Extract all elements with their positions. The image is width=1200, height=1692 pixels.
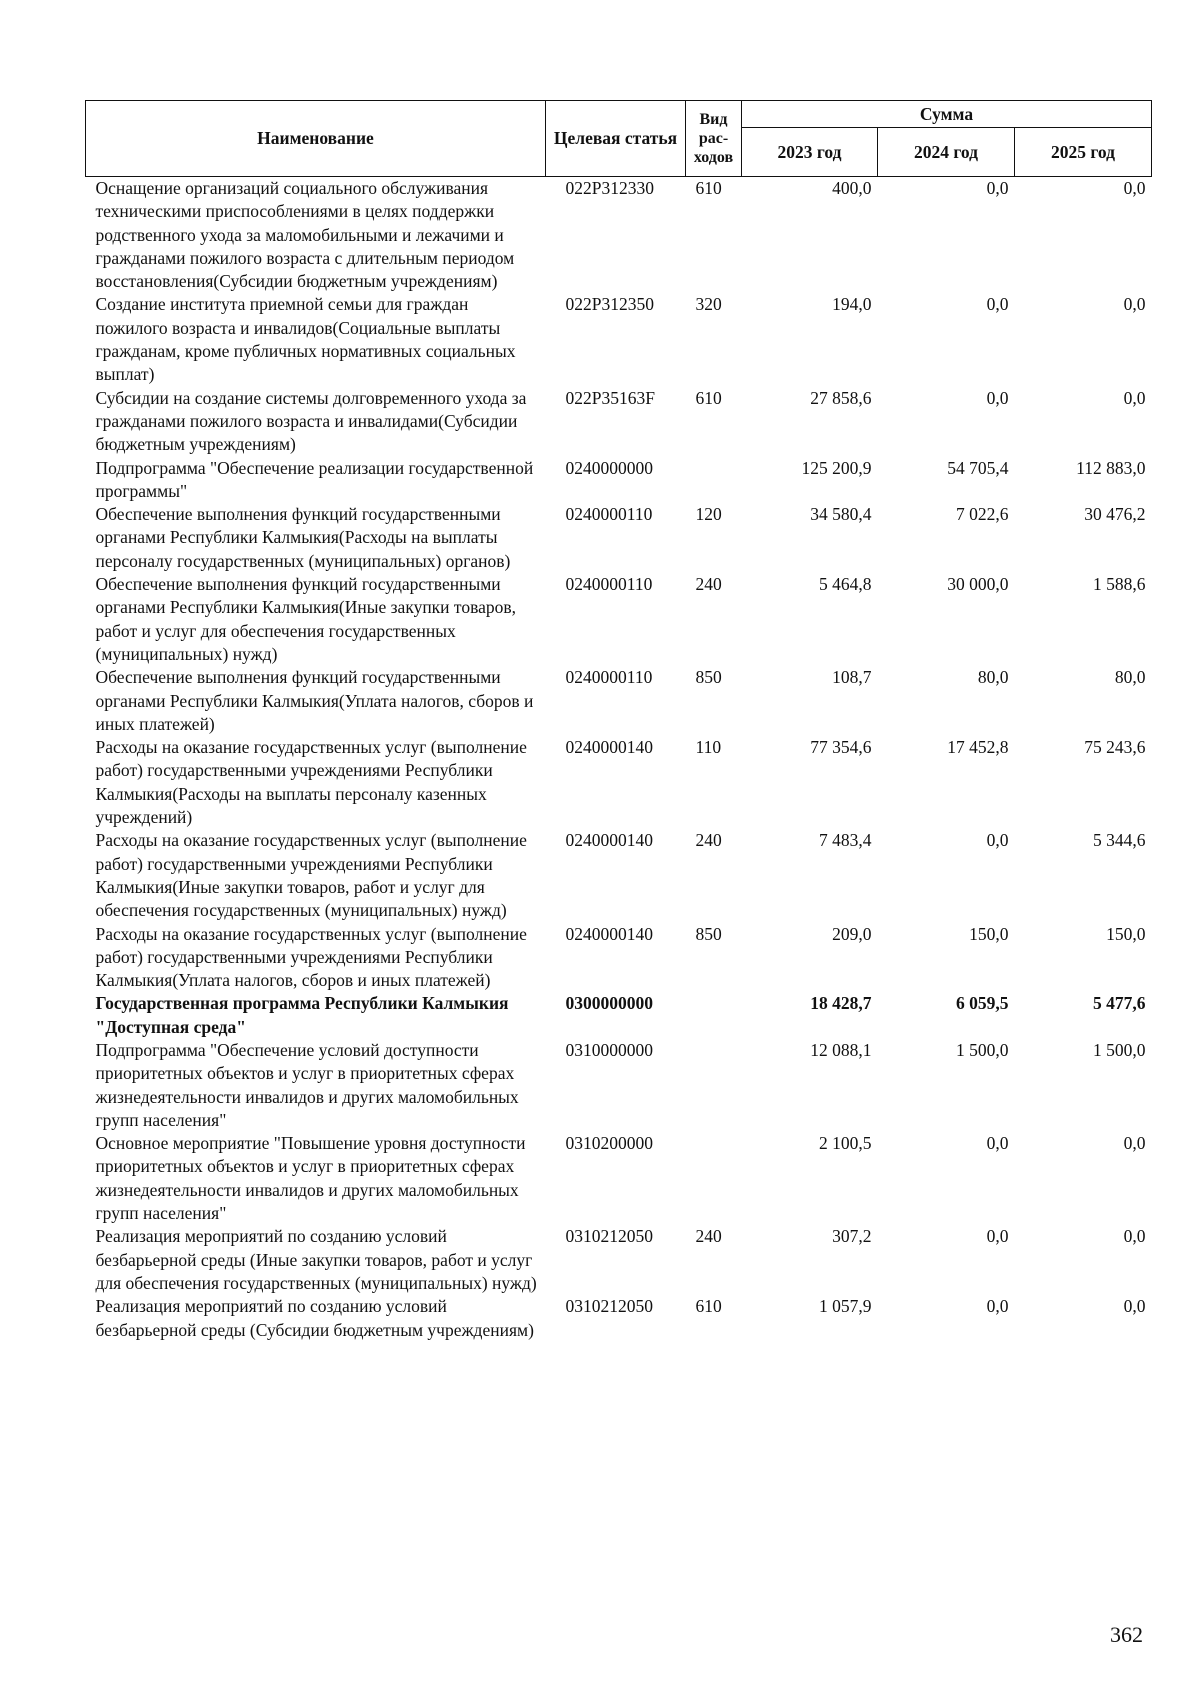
row-vid	[686, 992, 742, 1039]
row-code: 022P312350	[565, 294, 654, 315]
row-name: Государственная программа Республики Калмыкия "Доступная среда"	[95, 993, 509, 1037]
row-code: 0300000000	[565, 993, 653, 1014]
row-vid	[686, 457, 742, 504]
row-name: Реализация мероприятий по созданию условий безбарьерной среды (Иные закупки товаров, работ и услуг для обеспечения государственных (муниципальных) нужд)	[95, 1226, 537, 1293]
table-row	[86, 503, 1152, 573]
row-vid: 320	[695, 294, 722, 315]
row-name: Реализация мероприятий по созданию условий безбарьерной среды (Субсидии бюджетным учреждениям)	[95, 1296, 534, 1340]
row-value-2023: 5 464,8	[819, 574, 872, 595]
row-code: 0240000140	[565, 830, 653, 851]
row-value-2023: 77 354,6	[810, 737, 872, 758]
table-row	[86, 1225, 1152, 1295]
row-code: 0310212050	[565, 1296, 653, 1317]
header-year-2025: 2025 год	[1015, 128, 1152, 177]
row-value-2025: 0,0	[1123, 1133, 1146, 1154]
row-vid	[686, 1132, 742, 1225]
table-row	[86, 1295, 1152, 1342]
row-value-2024: 0,0	[986, 178, 1009, 198]
row-value-2023: 12 088,1	[810, 1039, 872, 1060]
row-vid: 610	[695, 1296, 722, 1317]
row-value-2023: 7 483,4	[819, 830, 872, 851]
row-value-2023: 2 100,5	[819, 1133, 872, 1154]
row-vid: 120	[695, 504, 722, 525]
row-value-2025: 1 500,0	[1093, 1039, 1146, 1060]
row-value-2023: 18 428,7	[810, 993, 872, 1014]
row-value-2023: 194,0	[832, 294, 872, 315]
table-row	[86, 177, 1152, 294]
row-name: Оснащение организаций социального обслуживания техническими приспособлениями в целях поддержки родственного ухода за маломобильными и лежачими и гражданами пожилого возраста с длительным периодом восстановления(Субсидии бюджетным учреждениям)	[95, 178, 515, 292]
row-value-2024: 0,0	[986, 294, 1009, 315]
row-value-2025: 1 588,6	[1093, 574, 1146, 595]
row-name: Расходы на оказание государственных услуг (выполнение работ) государственными учреждениями Республики Калмыкия(Уплата налогов, сборов и иных платежей)	[95, 923, 527, 991]
row-value-2024: 80,0	[977, 667, 1009, 688]
row-vid: 110	[695, 737, 722, 758]
row-value-2024: 150,0	[969, 923, 1009, 944]
row-value-2024: 54 705,4	[947, 457, 1009, 478]
row-name: Субсидии на создание системы долговременного ухода за гражданами пожилого возраста и инвалидами(Субсидии бюджетным учреждениям)	[95, 387, 527, 455]
row-value-2024: 6 059,5	[956, 993, 1009, 1014]
table-row	[86, 1132, 1152, 1225]
header-vid: Вид рас-ходов	[686, 101, 742, 177]
row-value-2023: 27 858,6	[810, 387, 872, 408]
page-number: 362	[1110, 1622, 1143, 1647]
table-row	[86, 293, 1152, 386]
row-value-2024: 0,0	[986, 1226, 1009, 1247]
row-name: Расходы на оказание государственных услуг (выполнение работ) государственными учреждениями Республики Калмыкия(Расходы на выплаты персоналу казенных учреждений)	[95, 737, 527, 828]
row-vid	[686, 1039, 742, 1132]
row-name: Создание института приемной семьи для граждан пожилого возраста и инвалидов(Социальные выплаты гражданам, кроме публичных нормативных социальных выплат)	[95, 294, 516, 385]
row-value-2025: 5 344,6	[1093, 830, 1146, 851]
row-code: 0240000110	[565, 667, 653, 688]
row-vid: 240	[695, 574, 722, 595]
table-row	[86, 736, 1152, 829]
budget-table	[85, 100, 1152, 1342]
row-value-2025: 75 243,6	[1084, 737, 1146, 758]
row-value-2025: 80,0	[1114, 667, 1146, 688]
table-row	[86, 829, 1152, 922]
row-vid: 240	[695, 1226, 722, 1247]
table-row	[86, 666, 1152, 736]
table-row	[86, 992, 1152, 1039]
row-name: Подпрограмма "Обеспечение реализации государственной программы"	[95, 457, 534, 501]
row-code: 0310200000	[565, 1133, 653, 1154]
row-value-2025: 30 476,2	[1084, 504, 1146, 525]
row-code: 0240000000	[565, 457, 653, 478]
row-value-2025: 0,0	[1123, 1226, 1146, 1247]
row-code: 0240000110	[565, 504, 653, 525]
row-name: Обеспечение выполнения функций государственными органами Республики Калмыкия(Уплата налогов, сборов и иных платежей)	[95, 667, 534, 734]
row-code: 0240000140	[565, 923, 653, 944]
row-vid: 240	[695, 830, 722, 851]
table-row	[86, 387, 1152, 457]
row-value-2024: 1 500,0	[956, 1039, 1009, 1060]
table-body	[86, 177, 1152, 1342]
row-value-2024: 0,0	[986, 830, 1009, 851]
table-row	[86, 573, 1152, 666]
row-code: 022P312330	[565, 178, 654, 198]
row-name: Расходы на оказание государственных услуг (выполнение работ) государственными учреждениями Республики Калмыкия(Иные закупки товаров, работ и услуг для обеспечения государственных (муниципальных) нужд)	[95, 830, 527, 921]
header-year-2024: 2024 год	[878, 128, 1015, 177]
table-row	[86, 923, 1152, 993]
row-vid: 610	[695, 178, 722, 198]
row-code: 0240000110	[565, 574, 653, 595]
header-sum: Сумма	[742, 101, 1152, 128]
table-row	[86, 457, 1152, 504]
row-code: 0310212050	[565, 1226, 653, 1247]
row-name: Обеспечение выполнения функций государственными органами Республики Калмыкия(Иные закупки товаров, работ и услуг для обеспечения государственных (муниципальных) нужд)	[95, 574, 517, 664]
row-vid: 610	[695, 387, 722, 408]
table-header	[86, 101, 1152, 177]
header-year-2023: 2023 год	[742, 128, 878, 177]
table-row	[86, 1039, 1152, 1132]
row-value-2023: 307,2	[832, 1226, 872, 1247]
row-value-2024: 7 022,6	[956, 504, 1009, 525]
row-vid: 850	[695, 923, 722, 944]
row-value-2025: 0,0	[1123, 178, 1146, 198]
row-value-2023: 209,0	[832, 923, 872, 944]
row-value-2024: 30 000,0	[947, 574, 1009, 595]
row-code: 0240000140	[565, 737, 653, 758]
row-name: Обеспечение выполнения функций государственными органами Республики Калмыкия(Расходы на выплаты персоналу государственных (муниципальных) органов)	[95, 504, 511, 571]
row-value-2025: 112 883,0	[1076, 457, 1146, 478]
row-value-2023: 1 057,9	[819, 1296, 872, 1317]
row-value-2024: 0,0	[986, 1133, 1009, 1154]
row-value-2024: 0,0	[986, 1296, 1009, 1317]
row-code: 022P35163F	[565, 387, 655, 408]
row-value-2023: 108,7	[832, 667, 872, 688]
row-code: 0310000000	[565, 1039, 653, 1060]
row-value-2024: 0,0	[986, 387, 1009, 408]
row-value-2025: 0,0	[1123, 294, 1146, 315]
row-name: Основное мероприятие "Повышение уровня доступности приоритетных объектов и услуг в приоритетных сферах жизнедеятельности инвалидов и других маломобильных групп населения"	[95, 1133, 526, 1224]
row-value-2025: 0,0	[1123, 1296, 1146, 1317]
header-code: Целевая статья	[546, 101, 686, 177]
row-name: Подпрограмма "Обеспечение условий доступности приоритетных объектов и услуг в приоритетных сферах жизнедеятельности инвалидов и других маломобильных групп населения"	[95, 1039, 519, 1130]
header-name: Наименование	[86, 101, 546, 177]
row-value-2023: 400,0	[832, 178, 872, 198]
row-value-2023: 125 200,9	[801, 457, 872, 478]
row-value-2024: 17 452,8	[947, 737, 1009, 758]
row-value-2025: 5 477,6	[1093, 993, 1146, 1014]
row-value-2025: 150,0	[1106, 923, 1146, 944]
row-vid: 850	[695, 667, 722, 688]
row-value-2023: 34 580,4	[810, 504, 872, 525]
row-value-2025: 0,0	[1123, 387, 1146, 408]
